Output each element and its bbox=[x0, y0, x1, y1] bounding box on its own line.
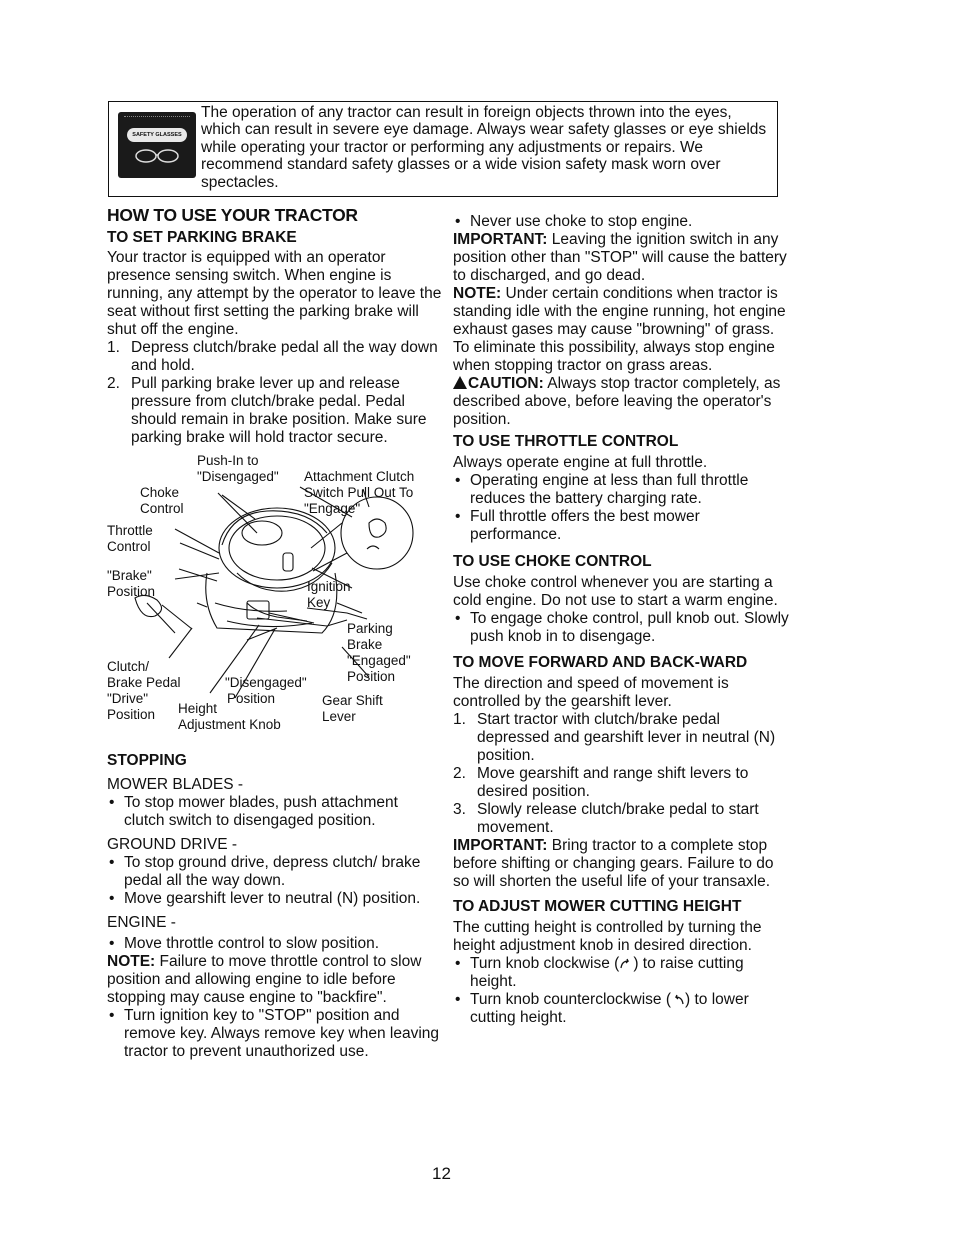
list-item: 1. Start tractor with clutch/brake pedal depressed and gearshift lever in neutral (N) position. bbox=[453, 711, 776, 764]
diagram-label: Position bbox=[227, 691, 276, 706]
diagram-label: Position bbox=[107, 584, 156, 599]
diagram-label: Control bbox=[107, 539, 151, 554]
ignition-list bbox=[107, 1007, 442, 1061]
engine-label: ENGINE - bbox=[107, 914, 176, 931]
cutting-height-intro: The cutting height is controlled by turning the height adjustment knob in desired direction. bbox=[453, 919, 762, 954]
list-item: 3. Slowly release clutch/brake pedal to start movement. bbox=[453, 801, 759, 836]
diagram-label: "Disengaged" bbox=[197, 469, 279, 484]
caution-icon bbox=[453, 376, 467, 389]
safety-glasses-icon bbox=[118, 112, 196, 178]
throttle-list bbox=[453, 472, 793, 544]
stopping-heading: STOPPING bbox=[107, 752, 187, 769]
list-item: • Never use choke to stop engine. bbox=[455, 213, 693, 230]
mower-blades-list bbox=[107, 794, 442, 830]
diagram-label: "Drive" bbox=[107, 691, 149, 706]
list-item: • To stop ground drive, depress clutch/ brake pedal all the way down. bbox=[109, 854, 421, 889]
important-ignition: IMPORTANT: Leaving the ignition switch in any position other than "STOP" will cause the battery to discharged, and go dead. bbox=[453, 231, 787, 284]
diagram-label: Ignition bbox=[307, 579, 351, 594]
list-item: • Turn ignition key to "STOP" position and remove key. Always remove key when leaving tractor to prevent unauthorized use. bbox=[109, 1007, 440, 1060]
diagram-label: Gear Shift bbox=[322, 693, 383, 708]
throttle-heading: TO USE THROTTLE CONTROL bbox=[453, 433, 679, 450]
right-column bbox=[453, 213, 793, 1027]
diagram-label: Position bbox=[107, 707, 156, 722]
important-shifting: IMPORTANT: Bring tractor to a complete stop before shifting or changing gears. Failure to do so will shorten the useful life of your transaxle. bbox=[453, 837, 774, 890]
diagram-label: Throttle bbox=[107, 523, 153, 538]
section-title: HOW TO USE YOUR TRACTOR bbox=[107, 205, 358, 225]
engine-note: NOTE: Failure to move throttle control to slow position and allowing engine to idle before stopping may cause engine to "backfire". bbox=[107, 953, 422, 1006]
list-item: • Turn knob clockwise ( ) to raise cutting height. bbox=[455, 955, 744, 990]
glasses-icon bbox=[132, 148, 182, 164]
diagram-label: "Engaged" bbox=[347, 653, 411, 668]
diagram-label: "Engage" bbox=[304, 501, 361, 516]
throttle-intro: Always operate engine at full throttle. bbox=[453, 454, 708, 471]
mower-blades-label: MOWER BLADES - bbox=[107, 776, 244, 793]
cutting-height-heading: TO ADJUST MOWER CUTTING HEIGHT bbox=[453, 898, 742, 915]
diagram-label: "Disengaged" bbox=[225, 675, 307, 690]
diagram-label: Attachment Clutch bbox=[304, 469, 415, 484]
forward-intro: The direction and speed of movement is controlled by the gearshift lever. bbox=[453, 675, 729, 710]
diagram-label: Adjustment Knob bbox=[178, 717, 281, 732]
list-item: 1. Depress clutch/brake pedal all the way down and hold. bbox=[107, 339, 438, 374]
diagram-label: Brake bbox=[347, 637, 383, 652]
left-column bbox=[107, 205, 442, 1061]
choke-list bbox=[453, 610, 793, 646]
diagram-label: Position bbox=[347, 669, 396, 684]
safety-icon-label: SAFETY GLASSES bbox=[132, 132, 182, 138]
diagram-label: Parking bbox=[347, 621, 393, 636]
note-browning: NOTE: Under certain conditions when tractor is standing idle with the engine running, hot engine exhaust gases may cause "browning" of grass. To eliminate this possibility, always stop engine when stopping tractor on grass areas. bbox=[453, 285, 786, 374]
list-item: 2. Move gearshift and range shift levers to desired position. bbox=[453, 765, 749, 800]
diagram-label: Lever bbox=[322, 709, 356, 724]
ground-drive-label: GROUND DRIVE - bbox=[107, 836, 238, 853]
cutting-height-list bbox=[453, 955, 793, 1027]
diagram-label: Brake Pedal bbox=[107, 675, 181, 690]
list-item: • Operating engine at less than full throttle reduces the battery charging rate. bbox=[455, 472, 749, 507]
controls-diagram bbox=[107, 453, 442, 748]
clockwise-arrow-icon bbox=[619, 958, 633, 970]
forward-steps bbox=[453, 711, 793, 837]
list-item: • To stop mower blades, push attachment clutch switch to disengaged position. bbox=[109, 794, 398, 829]
parking-brake-intro: Your tractor is equipped with an operator presence sensing switch. When engine is running, any attempt by the operator to leave the seat without first setting the parking brake will shut off the engine. bbox=[107, 249, 442, 338]
diagram-label: Clutch/ bbox=[107, 659, 150, 674]
diagram-label: Push-In to bbox=[197, 453, 259, 468]
diagram-label: Choke bbox=[140, 485, 180, 500]
parking-brake-steps bbox=[107, 339, 442, 447]
list-item: • Move throttle control to slow position. bbox=[109, 935, 380, 952]
parking-brake-heading: TO SET PARKING BRAKE bbox=[107, 229, 297, 246]
forward-heading: TO MOVE FORWARD AND BACK-WARD bbox=[453, 654, 748, 671]
list-item: • To engage choke control, pull knob out. Slowly push knob in to disengage. bbox=[455, 610, 789, 645]
diagram-label: "Brake" bbox=[107, 568, 152, 583]
diagram-label: Switch Pull Out To bbox=[304, 485, 414, 500]
list-item: • Turn knob counterclockwise ( ) to lower cutting height. bbox=[455, 991, 749, 1026]
choke-heading: TO USE CHOKE CONTROL bbox=[453, 553, 652, 570]
list-item: • Full throttle offers the best mower performance. bbox=[455, 508, 700, 543]
diagram-label: Height bbox=[178, 701, 218, 716]
choke-warning-list bbox=[453, 213, 793, 231]
counterclockwise-arrow-icon bbox=[671, 994, 685, 1006]
engine-list bbox=[107, 935, 442, 953]
diagram-label: Key bbox=[307, 595, 331, 610]
safety-warning-text: The operation of any tractor can result in foreign objects thrown into the eyes, which can result in severe eye damage. Always wear safety glasses or eye shields while operating your tractor or performing any adjustments or repairs. We recommend standard safety glasses or a wide vision safety mask worn over spectacles. bbox=[201, 104, 767, 191]
choke-intro: Use choke control whenever you are starting a cold engine. Do not use to start a warm engine. bbox=[453, 574, 778, 609]
caution-stop: CAUTION: Always stop tractor completely, as described above, before leaving the operator's position. bbox=[453, 375, 781, 428]
diagram-label: Control bbox=[140, 501, 184, 516]
list-item: • Move gearshift lever to neutral (N) position. bbox=[109, 890, 421, 907]
list-item: 2. Pull parking brake lever up and release pressure from clutch/brake pedal. Pedal should remain in brake position. Make sure parking brake will hold tractor secure. bbox=[107, 375, 427, 446]
page-number: 12 bbox=[432, 1164, 451, 1183]
ground-drive-list bbox=[107, 854, 442, 908]
